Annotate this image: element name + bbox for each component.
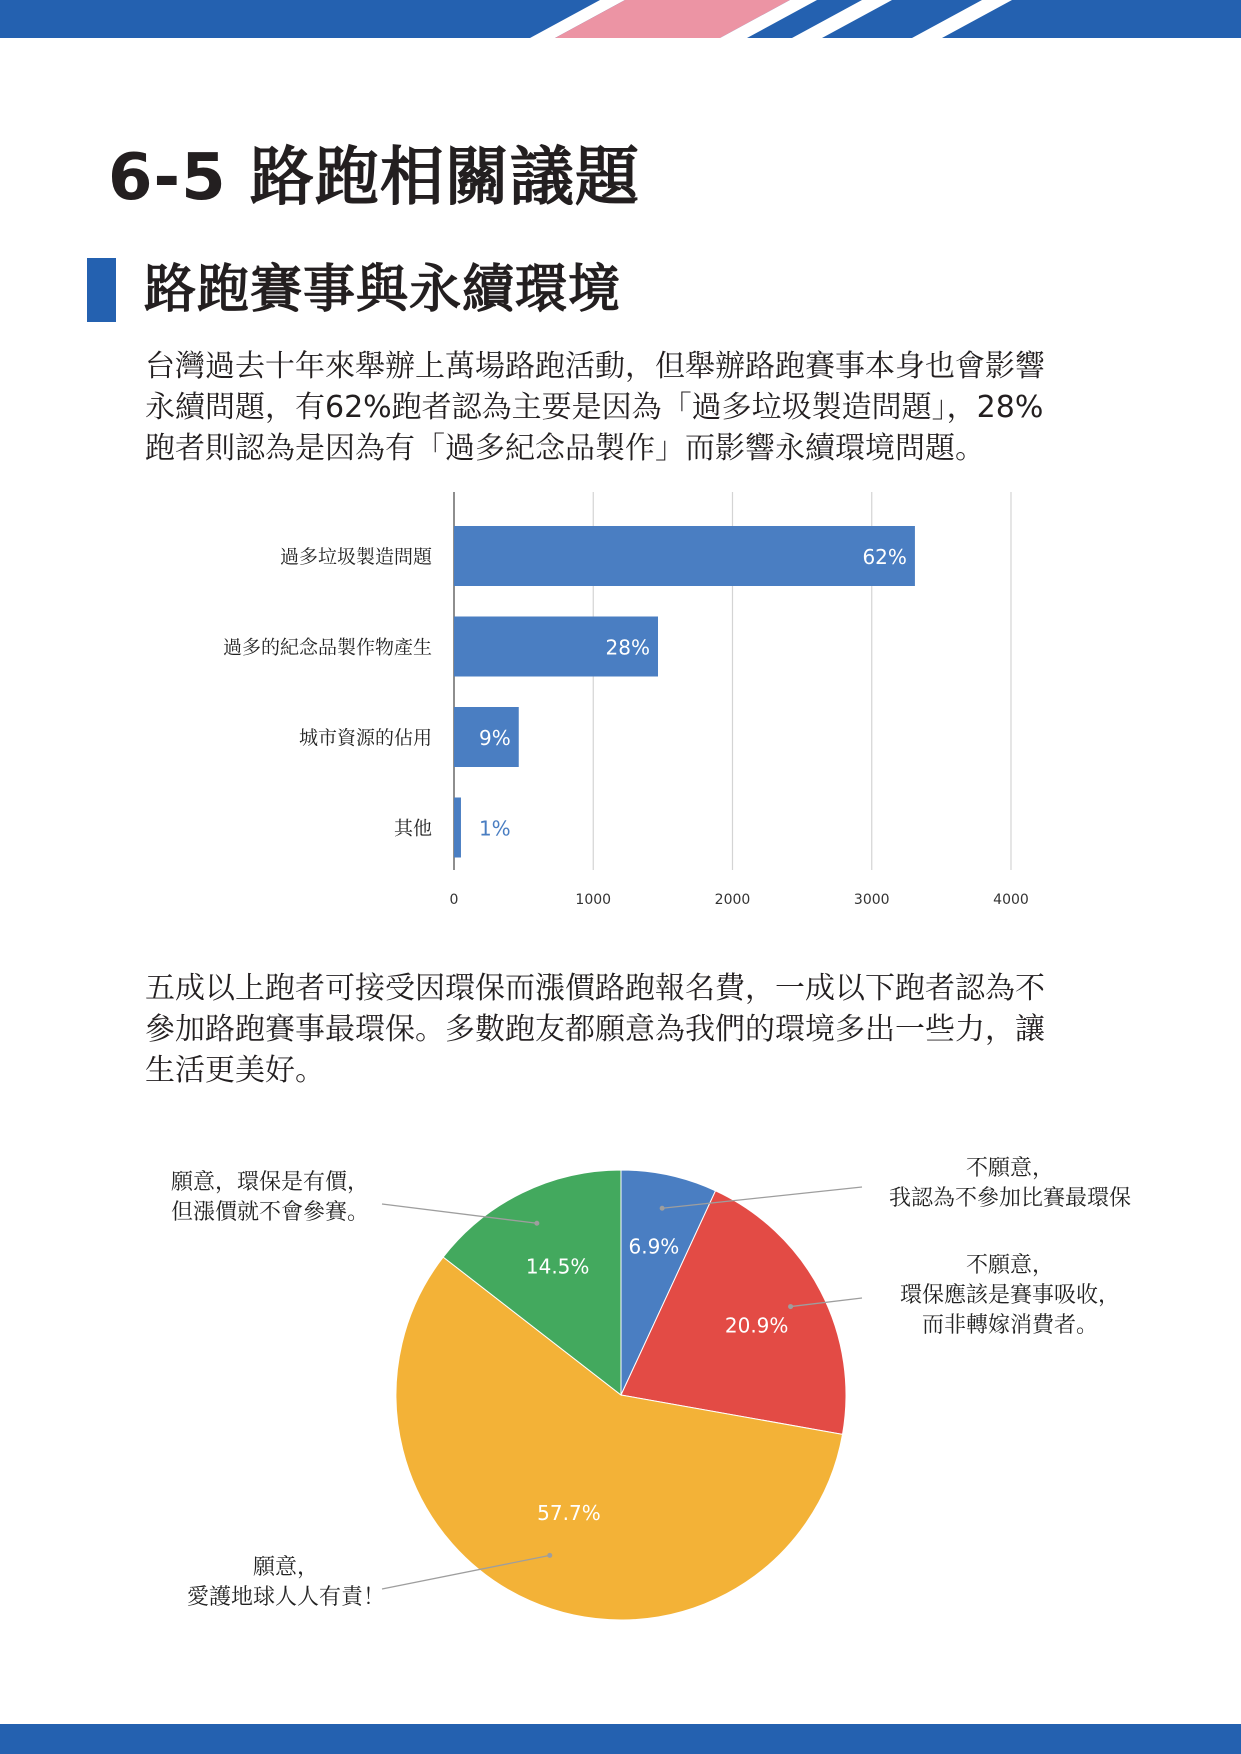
x-tick-label: 4000	[993, 892, 1029, 908]
pie-slice-label: 願意，	[252, 1555, 320, 1580]
paragraph-line: 台灣過去十年來舉辦上萬場路跑活動，但舉辦路跑賽事本身也會影響	[145, 349, 1045, 384]
section-accent-bar	[87, 258, 116, 322]
pie-slice-label: 不願意，	[965, 1156, 1055, 1181]
bar-data-label: 62%	[862, 545, 907, 569]
paragraph-line: 五成以上跑者可接受因環保而漲價路跑報名費，一成以下跑者認為不	[145, 971, 1045, 1006]
page-title: 6-5 路跑相關議題	[108, 141, 640, 215]
pie-slice-label: 愛護地球人人有責！	[186, 1585, 386, 1610]
x-tick-label: 1000	[575, 892, 612, 908]
bar-data-label: 28%	[605, 635, 651, 660]
x-tick-label: 2000	[714, 892, 751, 908]
pie-leader-dot	[788, 1304, 793, 1309]
pie-leader-dot	[547, 1553, 552, 1558]
pie-chart-slices	[396, 1170, 846, 1620]
x-tick-label: 3000	[853, 892, 890, 908]
top-header-band	[0, 0, 1241, 38]
section-title: 路跑賽事與永續環境	[144, 260, 622, 320]
pie-percent-label: 14.5%	[525, 1254, 590, 1279]
bar-category-label: 過多的紀念品製作物產生	[222, 636, 432, 659]
pie-slice-label: 環保應該是賽事吸收，	[899, 1283, 1121, 1308]
paragraph-line: 生活更美好。	[145, 1053, 325, 1088]
bar-chart	[0, 480, 1241, 920]
summary-paragraph	[145, 968, 1155, 1091]
bar	[454, 798, 461, 858]
pie-leader-dot	[534, 1221, 539, 1226]
bar-chart-category-labels	[223, 546, 433, 840]
pie-percent-label: 57.7%	[537, 1501, 601, 1526]
pie-chart	[0, 1140, 1241, 1630]
bar	[454, 526, 915, 586]
pie-slice-label: 而非轉嫁消費者。	[921, 1313, 1099, 1338]
paragraph-line: 參加路跑賽事最環保。多數跑友都願意為我們的環境多出一些力，讓	[145, 1012, 1045, 1047]
bar-data-label: 1%	[478, 816, 511, 841]
pie-percent-label: 6.9%	[628, 1234, 680, 1259]
bar-chart-tick-labels	[450, 892, 1029, 908]
intro-paragraph	[145, 346, 1155, 469]
paragraph-line: 跑者則認為是因為有「過多紀念品製作」而影響永續環境問題。	[145, 431, 985, 466]
bar-category-label: 城市資源的佔用	[298, 727, 432, 749]
paragraph-line: 永續問題，有62%跑者認為主要是因為「過多垃圾製造問題」，28%	[145, 390, 1044, 425]
bar-chart-bars	[454, 526, 915, 858]
pie-leader-dot	[660, 1206, 665, 1211]
bar-category-label: 其他	[393, 817, 432, 840]
pie-slice-label: 願意，環保是有價，	[170, 1170, 370, 1195]
pie-percent-label: 20.9%	[724, 1313, 789, 1338]
pie-slice-label: 我認為不參加比賽最環保	[888, 1186, 1132, 1211]
pie-slice-label: 不願意，	[965, 1253, 1055, 1278]
bottom-footer-band	[0, 1724, 1241, 1754]
pie-slice-label: 但漲價就不會參賽。	[170, 1200, 370, 1225]
bar-data-label: 9%	[479, 726, 511, 750]
x-tick-label: 0	[449, 892, 459, 908]
bar-category-label: 過多垃圾製造問題	[279, 546, 432, 568]
